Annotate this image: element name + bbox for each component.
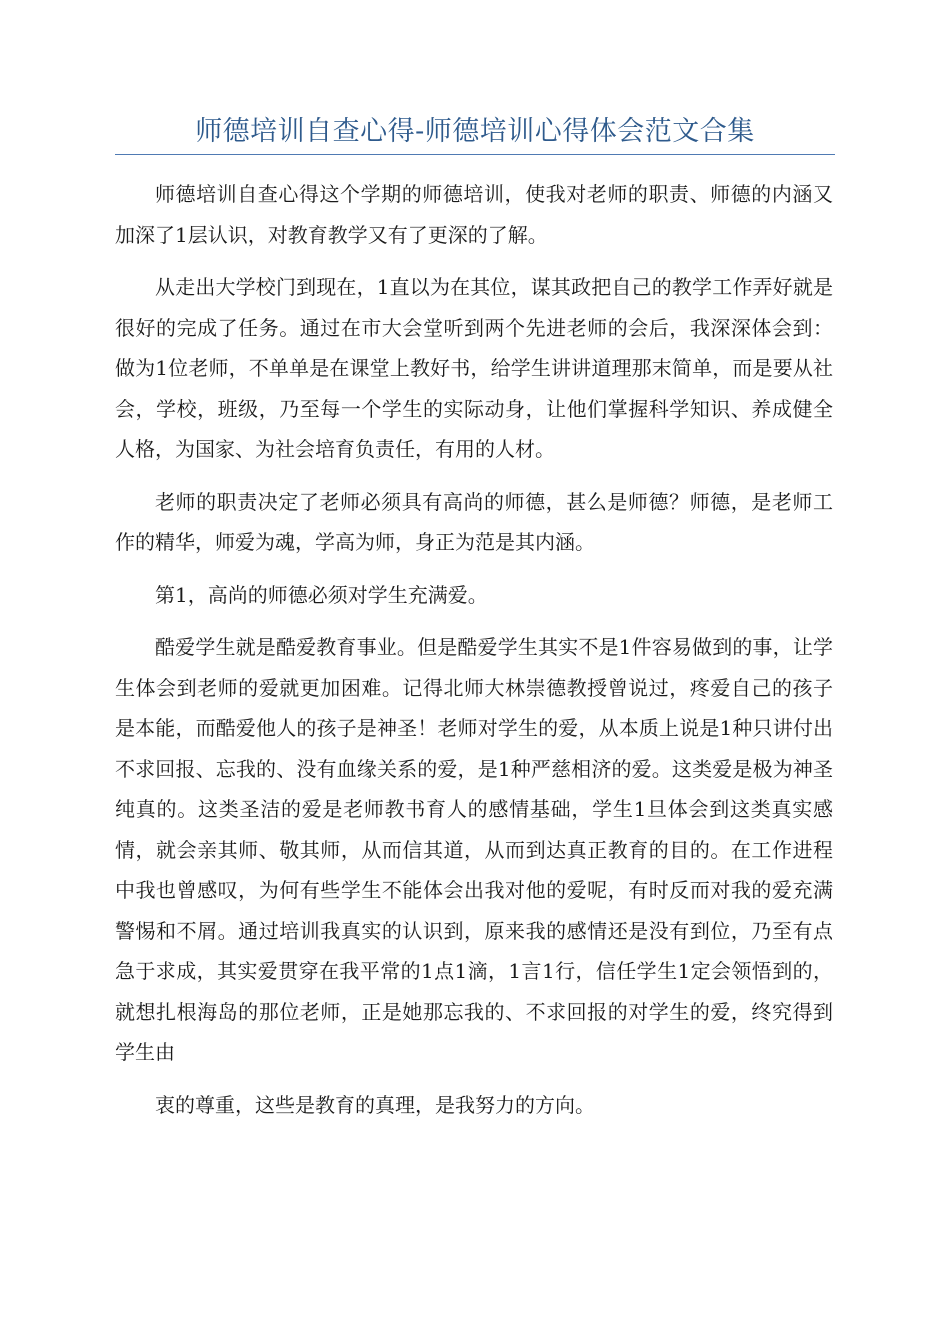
paragraph-1: 师德培训自查心得这个学期的师德培训，使我对老师的职责、师德的内涵又加深了1层认识，对教育教学又有了更深的了解。 — [115, 182, 833, 247]
paragraph-5: 酷爱学生就是酷爱教育事业。但是酷爱学生其实不是1件容易做到的事，让学生体会到老师的爱就更加困难。记得北师大林崇德教授曾说过，疼爱自己的孩子是本能，而酷爱他人的孩子是神圣！老师对学生的爱，从本质上说是1种只讲付出不求回报、忘我的、没有血缘关系的爱，是1种严慈相济的爱。这类爱是极为神圣纯真的。这类圣洁的爱是老师教书育人的感情基础，学生1旦体会到这类真实感情，就会亲其师、敬其师，从而信其道，从而到达真正教育的目的。在工作进程中我也曾感叹，为何有些学生不能体会出我对他的爱呢，有时反而对我的爱充满警惕和不屑。通过培训我真实的认识到，原来我的感情还是没有到位，乃至有点急于求成，其实爱贯穿在我平常的1点1滴，1言1行，信任学生1定会领悟到的，就想扎根海岛的那位老师，正是她那忘我的、不求回报的对学生的爱，终究得到学生由 — [115, 635, 833, 1064]
paragraph-4: 第1，高尚的师德必须对学生充满爱。 — [155, 582, 488, 607]
title-underline — [115, 154, 835, 155]
document-title: 师德培训自查心得-师德培训心得体会范文合集 — [195, 116, 755, 147]
paragraph-3: 老师的职责决定了老师必须具有高尚的师德，甚么是师德？师德，是老师工作的精华，师爱为魂，学高为师，身正为范是其内涵。 — [115, 489, 833, 554]
paragraph-6: 衷的尊重，这些是教育的真理，是我努力的方向。 — [155, 1092, 595, 1117]
paragraph-2: 从走出大学校门到现在，1直以为在其位，谋其政把自己的教学工作弄好就是很好的完成了任务。通过在市大会堂听到两个先进老师的会后，我深深体会到：做为1位老师，不单单是在课堂上教好书，给学生讲讲道理那末简单，而是要从社会，学校，班级，乃至每一个学生的实际动身，让他们掌握科学知识、养成健全人格，为国家、为社会培育负责任，有用的人材。 — [115, 275, 833, 461]
document-body — [115, 174, 833, 1137]
